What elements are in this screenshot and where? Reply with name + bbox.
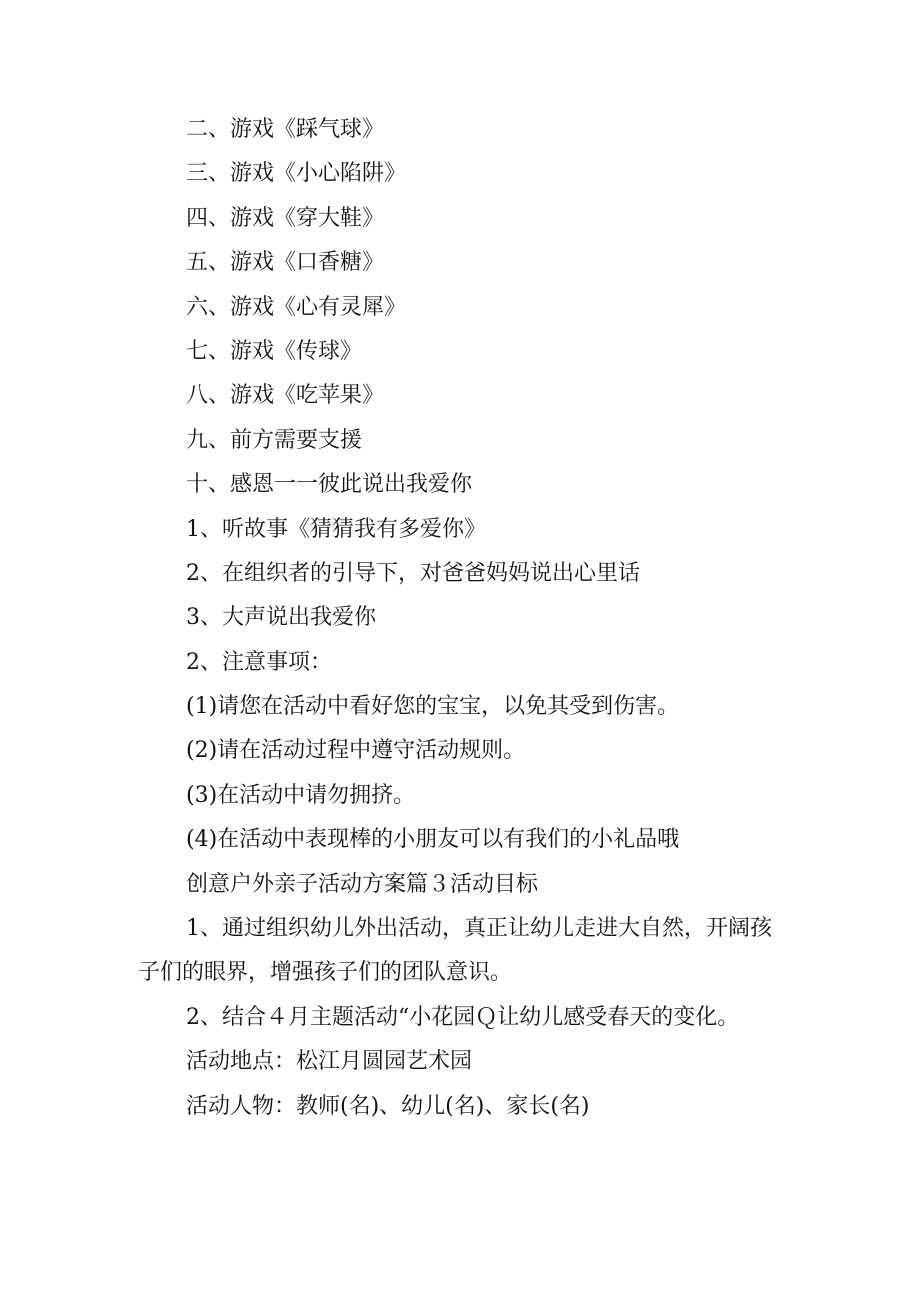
section-heading-plan-3: 创意户外亲子活动方案篇３活动目标 <box>186 871 539 897</box>
sub-item-2: 2、在组织者的引导下，对爸爸妈妈说出心里话 <box>186 560 640 586</box>
list-item-game-5: 五、游戏《口香糖》 <box>186 250 385 276</box>
list-item-game-4: 四、游戏《穿大鞋》 <box>186 205 385 231</box>
note-item-3: (3)在活动中请勿拥挤。 <box>186 782 416 808</box>
list-item-10: 十、感恩一一彼此说出我爱你 <box>186 472 473 498</box>
list-item-game-8: 八、游戏《吃苹果》 <box>186 383 385 409</box>
goal-item-1: 1、通过组织幼儿外出活动，真正让幼儿走进大自然，开阔孩子们的眼界，增强孩子们的团队意识。 <box>138 916 772 986</box>
goal-item-2: 2、结合４月主题活动“小花园Ｑ让幼儿感受春天的变化。 <box>186 1004 740 1030</box>
note-item-4: (4)在活动中表现棒的小朋友可以有我们的小礼品哦 <box>186 827 680 853</box>
list-item-game-7: 七、游戏《传球》 <box>186 338 363 364</box>
list-item-game-3: 三、游戏《小心陷阱》 <box>186 161 407 187</box>
sub-item-3: 3、大声说出我爱你 <box>186 605 376 631</box>
list-item-game-6: 六、游戏《心有灵犀》 <box>186 294 407 320</box>
list-item-9: 九、前方需要支援 <box>186 427 363 453</box>
sub-item-1: 1、听故事《猜猜我有多爱你》 <box>186 516 486 542</box>
list-item-game-2: 二、游戏《踩气球》 <box>186 117 385 142</box>
activity-participants: 活动人物：教师(名)、幼儿(名)、家长(名) <box>186 1093 590 1119</box>
section-heading-notes: 2、注意事项： <box>186 649 332 675</box>
note-item-1: (1)请您在活动中看好您的宝宝，以免其受到伤害。 <box>186 694 680 720</box>
note-item-2: (2)请在活动过程中遵守活动规则。 <box>186 738 526 764</box>
document-body <box>138 108 788 1129</box>
activity-location: 活动地点：松江月圆园艺术园 <box>186 1049 473 1075</box>
